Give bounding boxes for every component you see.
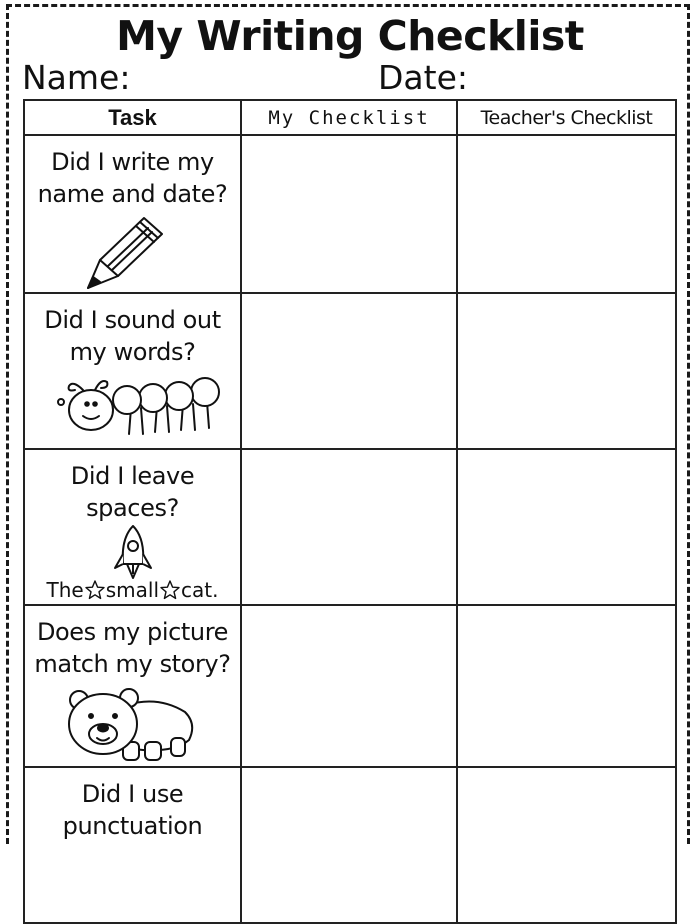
my-checklist-cell[interactable] <box>241 135 457 293</box>
header-row <box>24 100 676 135</box>
header-my-checklist: My Checklist <box>241 100 457 135</box>
table-row <box>24 767 676 923</box>
page-title: My Writing Checklist <box>116 12 584 60</box>
example-word: cat. <box>181 578 219 602</box>
my-checklist-cell[interactable] <box>241 605 457 767</box>
my-checklist-cell[interactable] <box>241 767 457 923</box>
table-row <box>24 293 676 449</box>
task-cell <box>24 605 241 767</box>
spacing-example <box>25 578 240 602</box>
table-row <box>24 605 676 767</box>
teacher-checklist-cell[interactable] <box>457 293 676 449</box>
task-cell <box>24 767 241 923</box>
pencil-icon <box>78 210 188 292</box>
table-row <box>24 135 676 293</box>
task-text: Did I use punctuation <box>62 780 203 840</box>
task-cell <box>24 449 241 605</box>
date-label: Date: <box>378 58 468 97</box>
caterpillar-icon <box>43 368 223 438</box>
task-cell <box>24 293 241 449</box>
my-checklist-cell[interactable] <box>241 449 457 605</box>
task-text: Does my picture match my story? <box>34 618 231 678</box>
task-text: Did I leave spaces? <box>70 462 195 522</box>
example-word: The <box>46 578 84 602</box>
teacher-checklist-cell[interactable] <box>457 605 676 767</box>
checklist-table <box>23 99 677 924</box>
teacher-checklist-cell[interactable] <box>457 449 676 605</box>
header-task: Task <box>24 100 241 135</box>
task-text: Did I write my name and date? <box>37 148 228 208</box>
name-label: Name: <box>22 58 131 97</box>
task-text: Did I sound out my words? <box>44 306 221 366</box>
task-cell <box>24 135 241 293</box>
example-word: small <box>105 578 160 602</box>
star-icon <box>85 580 105 600</box>
teacher-checklist-cell[interactable] <box>457 767 676 923</box>
rocket-icon <box>113 524 153 582</box>
header-teacher-checklist: Teacher's Checklist <box>457 100 676 135</box>
star-icon <box>160 580 180 600</box>
my-checklist-cell[interactable] <box>241 293 457 449</box>
teacher-checklist-cell[interactable] <box>457 135 676 293</box>
table-row <box>24 449 676 605</box>
bear-icon <box>63 680 203 766</box>
